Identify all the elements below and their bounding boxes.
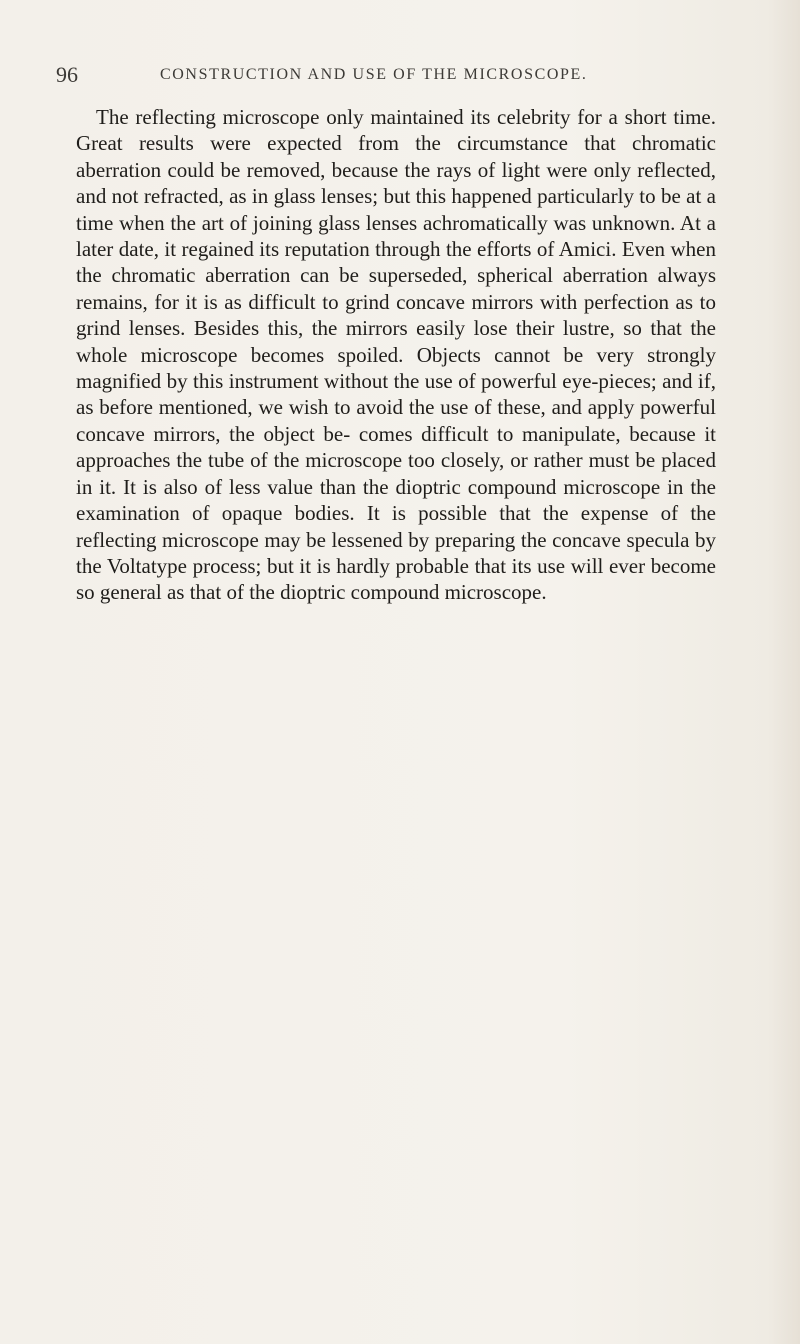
body-paragraph: The reflecting microscope only maintained its celebrity for a short time. Great results were expected from the circumstance that chromatic aberration could be removed, because the rays of light were only reflected, and not refracted, as in glass lenses; but this happened particularly to be at a time when the art of joining glass lenses achromatically was unknown. At a later date, it regained its reputation through the efforts of Amici. Even when the chromatic aberration can be superseded, spherical aberration always remains, for it is as difficult to grind concave mirrors with perfection as to grind lenses. Besides this, the mirrors easily lose their lustre, so that the whole microscope becomes spoiled. Objects cannot be very strongly magnified by this instrument without the use of powerful eye-pieces; and if, as before mentioned, we wish to avoid the use of these, and apply powerful concave mirrors, the object be- comes difficult to manipulate, because it approaches the tube of the microscope too closely, or rather must be placed in it. It is also of less value than the dioptric compound microscope in the examination of opaque bodies. It is possible that the expense of the reflecting microscope may be lessened by preparing the concave specula by the Voltatype process; but it is hardly probable that its use will ever become so general as that of the dioptric compound microscope. [76, 105, 716, 605]
running-title: CONSTRUCTION AND USE OF THE MICROSCOPE. [160, 66, 588, 83]
running-head [56, 62, 716, 90]
page-number: 96 [56, 62, 78, 87]
